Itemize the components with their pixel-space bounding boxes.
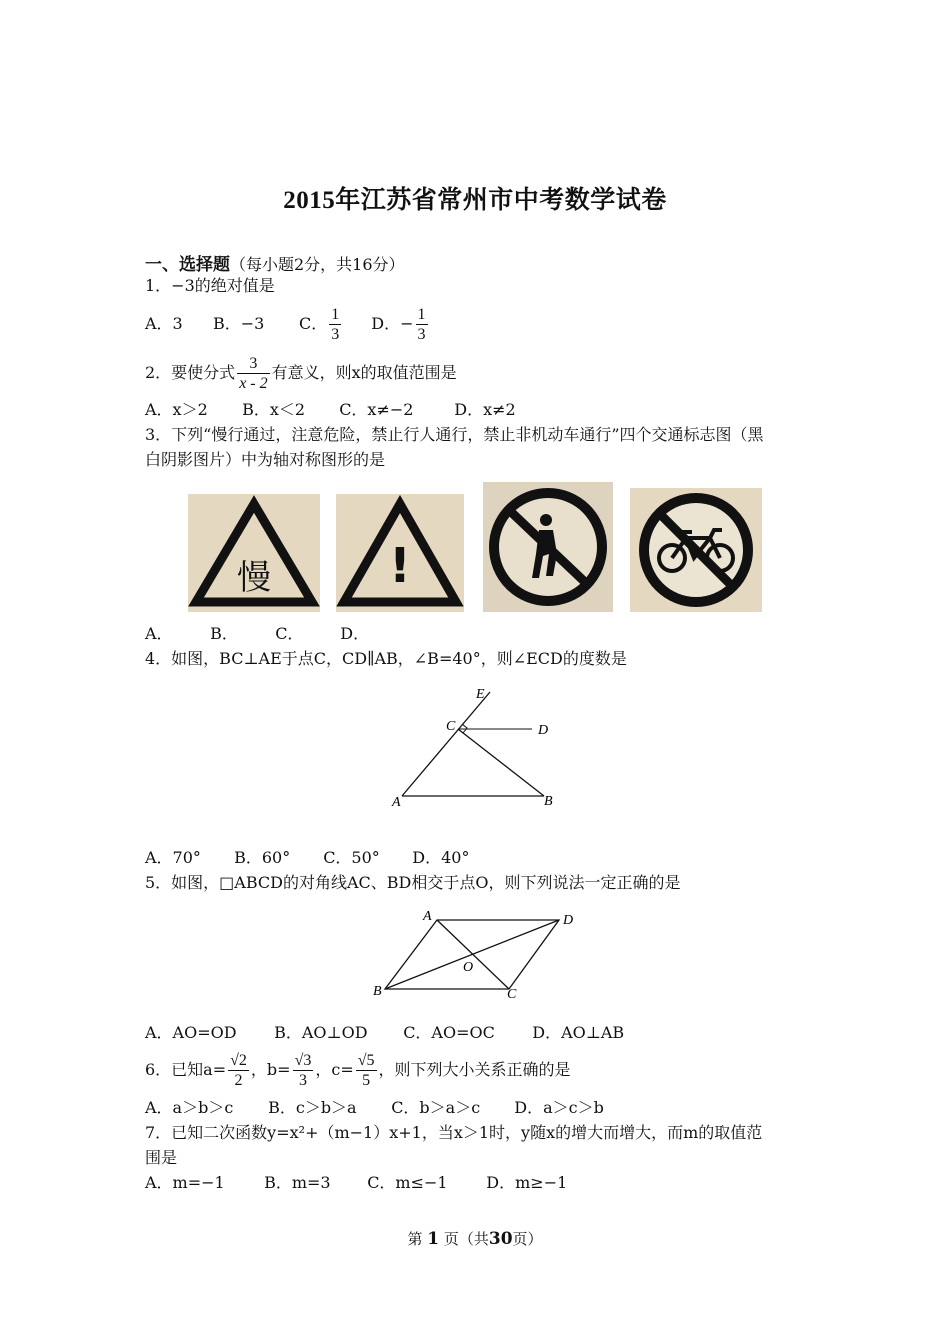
no-bicycle-icon [630, 488, 762, 612]
fraction-denominator: 2 [234, 1071, 243, 1089]
q5-option-c: C．AO=OC [403, 1023, 495, 1042]
slow-sign-character: 慢 [237, 558, 271, 598]
no-pedestrians-icon [483, 482, 613, 612]
question-7-line-1: 7．已知二次函数y=x²+（m−1）x+1，当x＞1时，y随x的增大而增大，而m的取值范 [145, 1123, 763, 1142]
label-B: B [373, 984, 382, 999]
question-3-line-2: 白阴影图片）中为轴对称图形的是 [145, 450, 386, 469]
fraction-numerator: √2 [230, 1051, 247, 1069]
label-A: A [423, 909, 432, 924]
q1-option-b: B．−3 [213, 314, 265, 333]
q5-option-b: B．AO⊥OD [274, 1023, 368, 1042]
fraction-denominator: x - 2 [239, 374, 268, 392]
question-2-text [145, 351, 457, 395]
q5-parallelogram-diagram [365, 905, 585, 1005]
q6-c-prefix: ，c= [315, 1060, 354, 1079]
q3-option-c: C． [275, 624, 304, 643]
label-D: D [563, 913, 574, 928]
label-D: D [538, 723, 549, 738]
q2-option-c: C．x≠−2 [339, 400, 414, 419]
question-3-options [145, 624, 369, 644]
q2-option-a: A．x＞2 [145, 400, 208, 419]
q1-option-d-fraction [416, 305, 428, 344]
total-pages: 30 [488, 1229, 513, 1249]
fraction-numerator: 1 [331, 305, 340, 323]
q6-option-d: D．a＞c＞b [514, 1098, 604, 1117]
q6-option-a: A．a＞b＞c [145, 1098, 234, 1117]
q7-option-d: D．m≥−1 [486, 1173, 568, 1192]
question-4-text: 4．如图，BC⊥AE于点C，CD∥AB，∠B=40°，则∠ECD的度数是 [145, 649, 627, 668]
q4-option-b: B．60° [234, 848, 291, 867]
question-6-options [145, 1098, 604, 1118]
q3-option-b: B． [210, 624, 238, 643]
question-3-line-1: 3．下列“慢行通过，注意危险，禁止行人通行，禁止非机动车通行”四个交通标志图（黑 [145, 425, 764, 444]
label-A: A [392, 795, 401, 810]
label-C: C [507, 987, 517, 1002]
page-number: 1 [427, 1229, 440, 1249]
q4-option-d: D．40° [412, 848, 470, 867]
q2-prefix: 2．要使分式 [145, 363, 236, 382]
q6-option-c: C．b＞a＞c [391, 1098, 481, 1117]
exam-title: 2015年江苏省常州市中考数学试卷 [283, 187, 667, 214]
q6-option-b: B．c＞b＞a [268, 1098, 357, 1117]
q5-option-d: D．AO⊥AB [532, 1023, 625, 1042]
q4-figure-diagram [380, 680, 580, 810]
label-C: C [446, 719, 456, 734]
footer-suffix: 页） [512, 1230, 543, 1248]
question-1-text: 1．−3的绝对值是 [145, 276, 275, 295]
page-footer [0, 1228, 950, 1249]
question-7-options [145, 1173, 567, 1193]
q4-option-c: C．50° [323, 848, 380, 867]
q6-prefix: 6．已知a= [145, 1060, 227, 1079]
fraction-numerator: 1 [417, 305, 426, 323]
footer-middle: 页（共 [443, 1230, 489, 1248]
q2-option-d: D．x≠2 [454, 400, 516, 419]
question-1-options [145, 302, 430, 346]
section-note: （每小题2分，共16分） [230, 255, 405, 274]
question-5-text: 5．如图，□ABCD的对角线AC、BD相交于点O，则下列说法一定正确的是 [145, 873, 681, 892]
q2-option-b: B．x＜2 [242, 400, 306, 419]
fraction-numerator: √5 [357, 1051, 375, 1069]
question-2-options [145, 400, 516, 420]
q1-option-c: C． [299, 314, 328, 333]
fraction-denominator: 5 [362, 1071, 371, 1089]
q7-option-b: B．m=3 [264, 1173, 331, 1192]
fraction-numerator: 3 [237, 354, 269, 374]
label-E: E [476, 687, 485, 702]
footer-prefix: 第 [407, 1230, 423, 1248]
section-heading-label: 一、选择题 [145, 255, 230, 275]
q3-option-a: A． [145, 624, 173, 643]
warning-sign-image [336, 494, 464, 612]
fraction-denominator: 3 [331, 325, 340, 343]
q2-fraction [237, 354, 269, 393]
question-6-text [145, 1048, 571, 1092]
no-bicycles-sign-image [630, 488, 762, 612]
q6-suffix: ，则下列大小关系正确的是 [378, 1060, 571, 1079]
q6-c-fraction [356, 1051, 377, 1090]
section-heading [145, 250, 405, 275]
q1-option-a: A．3 [145, 314, 183, 333]
q6-b-prefix: ，b= [250, 1060, 291, 1079]
q6-b-fraction [293, 1051, 314, 1090]
no-pedestrians-sign-image [483, 482, 613, 612]
q3-option-d: D． [340, 624, 370, 643]
q5-option-a: A．AO=OD [145, 1023, 237, 1042]
question-5-options [145, 1023, 624, 1043]
q6-a-fraction [228, 1051, 249, 1090]
q7-option-c: C．m≤−1 [367, 1173, 448, 1192]
fraction-denominator: 3 [298, 1071, 307, 1089]
q1-option-c-fraction [329, 305, 341, 344]
slow-down-sign-image [188, 494, 320, 612]
q7-option-a: A．m=−1 [145, 1173, 225, 1192]
label-O: O [463, 960, 474, 975]
fraction-denominator: 3 [417, 325, 426, 343]
q2-suffix: 有意义，则x的取值范围是 [271, 363, 457, 382]
question-7-line-2: 围是 [145, 1148, 178, 1167]
question-4-options [145, 848, 469, 868]
label-B: B [544, 794, 553, 809]
q1-option-d: D．− [371, 314, 414, 333]
fraction-numerator: √3 [294, 1051, 312, 1069]
q4-option-a: A．70° [145, 848, 201, 867]
exclamation-mark: ! [389, 538, 411, 594]
